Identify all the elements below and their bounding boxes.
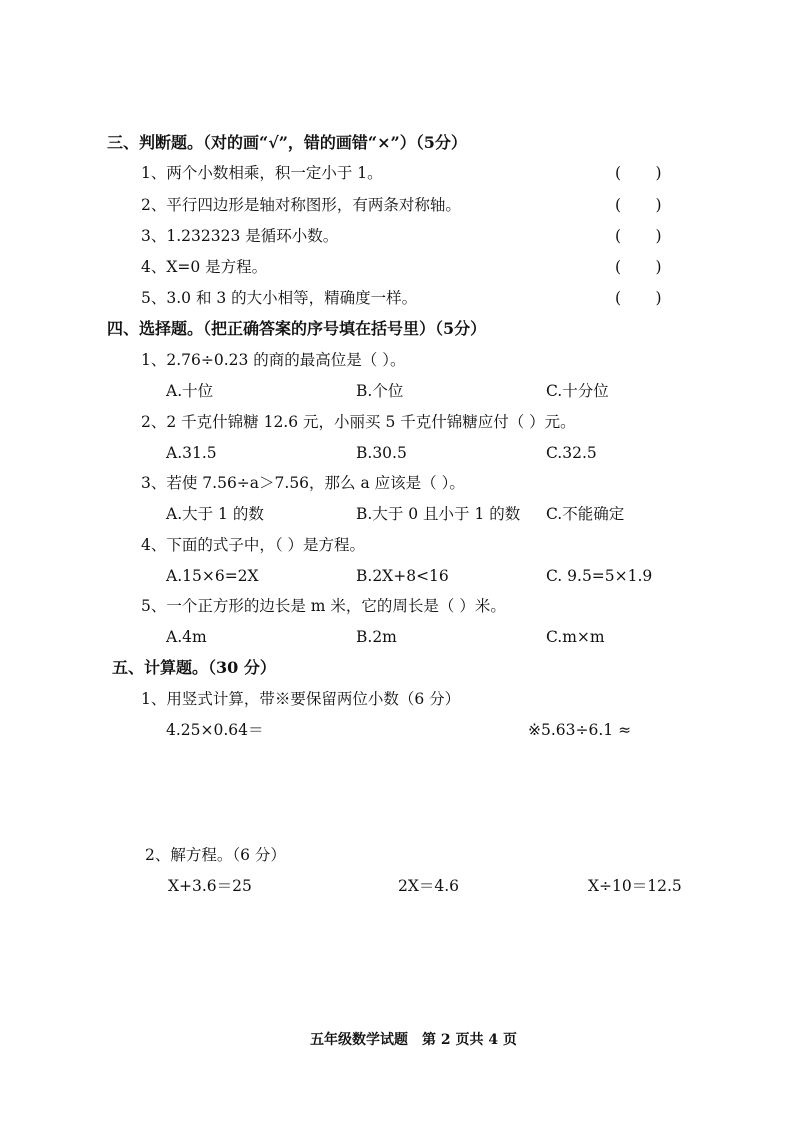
equation-2: 2X＝4.6 [398, 877, 460, 895]
option-a: A.15×6=2X [166, 567, 259, 585]
option-a: A.大于 1 的数 [166, 505, 264, 523]
option-c: C.32.5 [546, 444, 597, 462]
option-b: B.2X+8<16 [356, 567, 449, 585]
choice-heading: 四、选择题。（把正确答案的序号填在括号里）（5分） [107, 319, 487, 338]
answer-bracket-2[interactable]: ( ) [615, 196, 662, 214]
answer-bracket-1[interactable]: ( ) [615, 164, 662, 182]
option-b: B.2m [356, 628, 397, 646]
choice-question-3: 3、若使 7.56÷a＞7.56，那么 a 应该是（ ）。 [141, 474, 465, 492]
calc-q1-expression-left: 4.25×0.64＝ [166, 721, 264, 739]
judge-item-1: 1、两个小数相乘，积一定小于 1。 [141, 164, 383, 182]
option-a: A.31.5 [166, 444, 217, 462]
equation-1: X+3.6＝25 [168, 877, 252, 895]
option-c: C.十分位 [546, 382, 609, 400]
calc-q1-expression-right: ※5.63÷6.1 ≈ [528, 721, 632, 739]
judge-heading: 三、判断题。（对的画“√”，错的画错“×”）（5分） [107, 133, 467, 152]
option-b: B.大于 0 且小于 1 的数 [356, 505, 521, 523]
answer-bracket-3[interactable]: ( ) [615, 227, 662, 245]
page-footer: 五年级数学试题 第 2 页共 4 页 [310, 1032, 517, 1048]
answer-bracket-5[interactable]: ( ) [615, 289, 662, 307]
judge-item-5: 5、3.0 和 3 的大小相等，精确度一样。 [141, 289, 418, 307]
option-c: C.m×m [546, 628, 605, 646]
answer-bracket-4[interactable]: ( ) [615, 258, 662, 276]
option-c: C.不能确定 [546, 505, 625, 523]
equation-3: X÷10＝12.5 [588, 877, 682, 895]
option-c: C. 9.5=5×1.9 [546, 567, 653, 585]
judge-item-4: 4、X=0 是方程。 [141, 258, 268, 276]
choice-question-1: 1、2.76÷0.23 的商的最高位是（ ）。 [141, 351, 406, 369]
calc-heading: 五、计算题。（30 分） [112, 658, 276, 677]
choice-question-4: 4、下面的式子中，（ ）是方程。 [141, 536, 366, 554]
judge-item-3: 3、1.232323 是循环小数。 [141, 227, 339, 245]
option-a: A.4m [166, 628, 207, 646]
calc-q1-title: 1、用竖式计算，带※要保留两位小数（6 分） [141, 690, 461, 708]
option-a: A.十位 [166, 382, 214, 400]
choice-question-5: 5、一个正方形的边长是 m 米，它的周长是（ ）米。 [141, 597, 506, 615]
option-b: B.30.5 [356, 444, 407, 462]
option-b: B.个位 [356, 382, 404, 400]
judge-item-2: 2、平行四边形是轴对称图形，有两条对称轴。 [141, 196, 461, 214]
choice-question-2: 2、2 千克什锦糖 12.6 元，小丽买 5 千克什锦糖应付（ ）元。 [141, 413, 576, 431]
calc-q2-title: 2、解方程。（6 分） [145, 846, 286, 864]
